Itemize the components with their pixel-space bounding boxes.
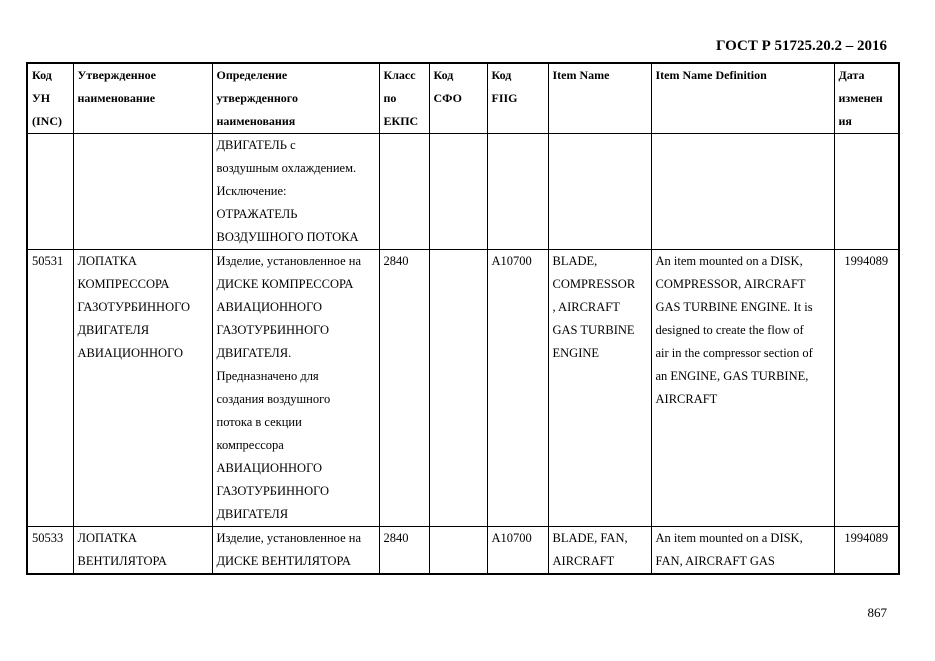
column-header-fiig: Код FIIG	[487, 63, 548, 134]
column-header-definition: Определение утвержденного наименования	[212, 63, 379, 134]
cell-definition: Изделие, установленное на ДИСКЕ ВЕНТИЛЯТОРА	[212, 527, 379, 575]
cell-item-definition	[651, 134, 834, 250]
table-header-row	[27, 63, 899, 134]
cell-class	[379, 134, 429, 250]
cell-fiig	[487, 134, 548, 250]
cell-approved-name: ЛОПАТКА ВЕНТИЛЯТОРА	[73, 527, 212, 575]
cell-item-definition: An item mounted on a DISK, COMPRESSOR, AIRCRAFT GAS TURBINE ENGINE. It is designed to create the flow of air in the compressor section of an ENGINE, GAS TURBINE, AIRCRAFT	[651, 250, 834, 527]
cell-inc: 50533	[27, 527, 73, 575]
cell-inc: 50531	[27, 250, 73, 527]
column-header-class: Класс по ЕКПС	[379, 63, 429, 134]
cell-item-name: BLADE, FAN, AIRCRAFT	[548, 527, 651, 575]
cell-approved-name: ЛОПАТКА КОМПРЕССОРА ГАЗОТУРБИННОГО ДВИГАТЕЛЯ АВИАЦИОННОГО	[73, 250, 212, 527]
catalog-table	[26, 62, 900, 575]
document-standard-header: ГОСТ Р 51725.20.2 – 2016	[715, 38, 887, 54]
cell-definition: ДВИГАТЕЛЬ с воздушным охлаждением. Исключение: ОТРАЖАТЕЛЬ ВОЗДУШНОГО ПОТОКА	[212, 134, 379, 250]
cell-approved-name	[73, 134, 212, 250]
column-header-approved-name: Утвержденное наименование	[73, 63, 212, 134]
cell-item-definition: An item mounted on a DISK, FAN, AIRCRAFT GAS	[651, 527, 834, 575]
cell-date: 1994089	[834, 250, 899, 527]
cell-sfo	[429, 250, 487, 527]
cell-sfo	[429, 527, 487, 575]
table-row	[27, 250, 899, 527]
column-header-item-definition: Item Name Definition	[651, 63, 834, 134]
cell-sfo	[429, 134, 487, 250]
page-number: 867	[867, 605, 887, 620]
column-header-date: Дата изменен ия	[834, 63, 899, 134]
cell-class: 2840	[379, 527, 429, 575]
cell-item-name: BLADE, COMPRESSOR , AIRCRAFT GAS TURBINE ENGINE	[548, 250, 651, 527]
cell-date: 1994089	[834, 527, 899, 575]
column-header-sfo: Код СФО	[429, 63, 487, 134]
column-header-inc: Код УН (INC)	[27, 63, 73, 134]
cell-date	[834, 134, 899, 250]
cell-definition: Изделие, установленное на ДИСКЕ КОМПРЕССОРА АВИАЦИОННОГО ГАЗОТУРБИННОГО ДВИГАТЕЛЯ. Предназначено для создания воздушного потока в секции компрессора АВИАЦИОННОГО ГАЗОТУРБИННОГО ДВИГАТЕЛЯ	[212, 250, 379, 527]
cell-fiig: A10700	[487, 527, 548, 575]
cell-inc	[27, 134, 73, 250]
table-row	[27, 134, 899, 250]
cell-class: 2840	[379, 250, 429, 527]
column-header-item-name: Item Name	[548, 63, 651, 134]
cell-item-name	[548, 134, 651, 250]
table-row	[27, 527, 899, 575]
cell-fiig: A10700	[487, 250, 548, 527]
